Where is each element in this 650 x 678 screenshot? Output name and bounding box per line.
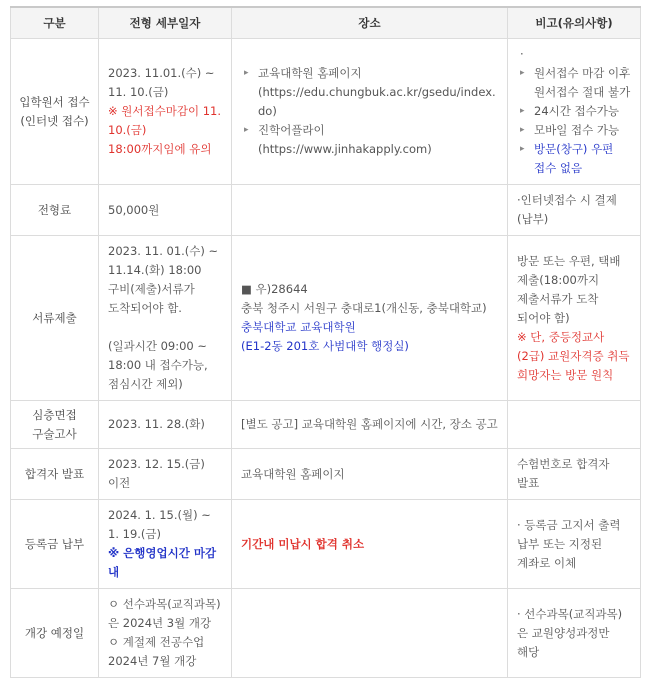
result-note: 수험번호로 합격자 발표	[508, 449, 641, 500]
fee-note: ·인터넷접수 시 결제(납부)	[508, 185, 641, 236]
start-date-cell	[99, 589, 232, 678]
apply-date-cell	[99, 39, 232, 185]
interview-note	[508, 401, 641, 449]
interview-place: [별도 공고] 교육대학원 홈페이지에 시간, 장소 공고	[232, 401, 508, 449]
table-row-apply	[11, 39, 641, 185]
result-place: 교육대학원 홈페이지	[232, 449, 508, 500]
apply-date-note: ※ 원서접수마감이 11. 10.(금) 18:00까지임에 유의	[108, 104, 221, 156]
header-category: 구분	[11, 7, 99, 39]
docs-date-extra: (일과시간 09:00 ~ 18:00 내 접수가능, 점심시간 제외)	[108, 339, 208, 391]
fee-place	[232, 185, 508, 236]
docs-postcode: ■ 우)28644	[241, 282, 308, 296]
docs-date: 2023. 11. 01.(수) ~ 11.14.(화) 18:00 구비(제출)서류가 도착되어야 함.	[108, 244, 219, 315]
apply-place-item: ▸ 교육대학원 홈페이지 (https://edu.chungbuk.ac.kr/gsedu/index.do)	[241, 64, 498, 121]
fee-amount: 50,000원	[99, 185, 232, 236]
result-category: 합격자 발표	[11, 449, 99, 500]
apply-note-item: ▸ 24시간 접수가능	[517, 102, 631, 121]
docs-category: 서류제출	[11, 236, 99, 401]
apply-category: 입학원서 접수 (인터넷 접수)	[11, 39, 99, 185]
apply-note-cell	[508, 39, 641, 185]
interview-date: 2023. 11. 28.(화)	[99, 401, 232, 449]
fee-category: 전형료	[11, 185, 99, 236]
docs-note: 방문 또는 우편, 택배 제출(18:00까지 제출서류가 도착 되어야 함)	[517, 253, 621, 325]
apply-place-cell	[232, 39, 508, 185]
admission-schedule-table	[10, 6, 641, 678]
docs-date-cell	[99, 236, 232, 401]
start-note: · 선수과목(교직과목)은 교원양성과정만 해당	[508, 589, 641, 678]
start-date-line: ㅇ 선수과목(교직과목)은 2024년 3월 개강	[108, 597, 221, 630]
apply-note-list	[517, 45, 631, 178]
tuition-date-cell	[99, 500, 232, 589]
table-row-result	[11, 449, 641, 500]
apply-note-item: ▸ 원서접수 마감 이후 원서접수 절대 불가	[517, 64, 631, 102]
tuition-note: · 등록금 고지서 출력 납부 또는 지정된 계좌로 이체	[508, 500, 641, 589]
apply-note-item-visit: ▸ 방문(창구) 우편 접수 없음	[517, 140, 631, 178]
apply-date: 2023. 11.01.(수) ~ 11. 10.(금)	[108, 66, 215, 99]
docs-address: 충북 청주시 서원구 충대로1(개신동, 충북대학교)	[241, 301, 487, 315]
table-row-start	[11, 589, 641, 678]
docs-note-cell	[508, 236, 641, 401]
table-row-docs	[11, 236, 641, 401]
apply-note-dot: ·	[520, 47, 524, 61]
header-date: 전형 세부일자	[99, 7, 232, 39]
tuition-category: 등록금 납부	[11, 500, 99, 589]
docs-office: 충북대학교 교육대학원	[241, 320, 356, 334]
apply-place-list	[241, 64, 498, 159]
tuition-place: 기간내 미납시 합격 취소	[232, 500, 508, 589]
docs-place-cell	[232, 236, 508, 401]
start-category: 개강 예정일	[11, 589, 99, 678]
table-row-interview	[11, 401, 641, 449]
table-header-row	[11, 7, 641, 39]
interview-category: 심층면접 구술고사	[11, 401, 99, 449]
header-note: 비고(유의사항)	[508, 7, 641, 39]
start-date-line: ㅇ 계절제 전공수업 2024년 7월 개강	[108, 635, 205, 668]
header-place: 장소	[232, 7, 508, 39]
table-row-tuition	[11, 500, 641, 589]
table-row-fee	[11, 185, 641, 236]
start-place	[232, 589, 508, 678]
tuition-date-note: ※ 은행영업시간 마감 내	[108, 546, 217, 579]
docs-note-warning: ※ 단, 중등정교사(2급) 교원자격증 취득 희망자는 방문 원칙	[517, 329, 630, 382]
apply-note-item: ▸ 모바일 접수 가능	[517, 121, 631, 140]
result-date: 2023. 12. 15.(금) 이전	[99, 449, 232, 500]
docs-room: (E1-2동 201호 사범대학 행정실)	[241, 339, 409, 353]
apply-place-item: ▸ 진학어플라이 (https://www.jinhakapply.com)	[241, 121, 498, 159]
tuition-date: 2024. 1. 15.(월) ~ 1. 19.(금)	[108, 508, 211, 541]
